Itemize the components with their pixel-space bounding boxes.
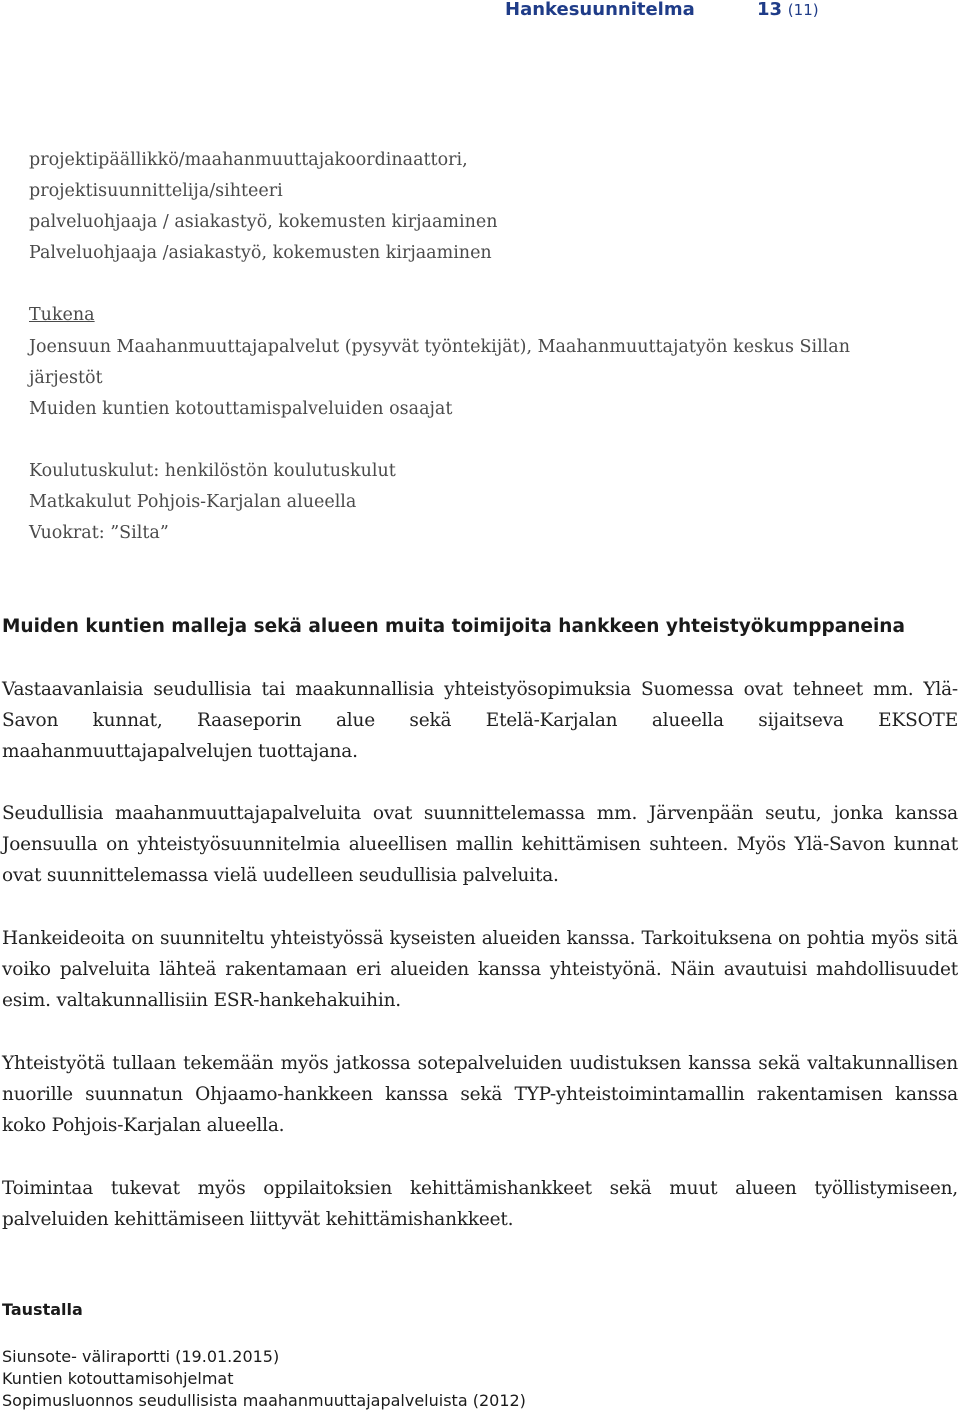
body-paragraph: Seudullisia maahanmuuttajapalveluita ovat suunnittelemassa mm. Järvenpään seutu, jonka kanssa Joensuulla on yhteistyösuunnitelmia alueellisen mallin kehittämisen suhteen. Myös Ylä-Savon kunnat ovat suunnittelemassa vielä uudelleen seudullisia palveluita. [2, 803, 958, 886]
support-title: Tukena [29, 305, 95, 325]
role-line: palveluohjaaja / asiakastyö, kokemusten kirjaaminen [29, 212, 498, 232]
body-paragraph: Hankeideoita on suunniteltu yhteistyössä kyseisten alueiden kanssa. Tarkoituksena on pohtia myös sitä voiko palveluita lähteä rakentamaan eri alueiden kanssa yhteistyönä. Näin avautuisi mahdollisuudet esim. valtakunnallisiin ESR-hankehakuihin. [2, 928, 958, 1011]
background-line: Kuntien kotouttamisohjelmat [2, 1369, 234, 1388]
page-number-current: 13 [757, 0, 783, 20]
body-paragraph: Yhteistyötä tullaan tekemään myös jatkossa sotepalveluiden uudistuksen kanssa sekä valtakunnallisen nuorille suunnatun Ohjaamo-hankkeen kanssa sekä TYP-yhteistoimintamallin rakentamisen kanssa koko Pohjois-Karjalan alueella. [2, 1053, 958, 1136]
document-title: Hankesuunnitelma [505, 0, 695, 20]
role-line: projektipäällikkö/maahanmuuttajakoordinaattori, [29, 150, 468, 170]
cost-line: Koulutuskulut: henkilöstön koulutuskulut [29, 461, 396, 481]
page-number [757, 0, 819, 20]
section-heading: Muiden kuntien malleja sekä alueen muita toimijoita hankkeen yhteistyökumppaneina [2, 616, 905, 637]
support-line: järjestöt [29, 368, 103, 388]
cost-line: Matkakulut Pohjois-Karjalan alueella [29, 492, 357, 512]
page-number-total: (11) [787, 1, 819, 19]
background-title: Taustalla [2, 1300, 83, 1319]
support-line: Joensuun Maahanmuuttajapalvelut (pysyvät työntekijät), Maahanmuuttajatyön keskus Sillan [29, 337, 850, 357]
body-paragraph: Vastaavanlaisia seudullisia tai maakunnallisia yhteistyösopimuksia Suomessa ovat tehneet mm. Ylä-Savon kunnat, Raaseporin alue sekä Etelä-Karjalan alueella sijaitseva EKSOTE maahanmuuttajapalvelujen tuottajana. [2, 679, 958, 762]
role-line: projektisuunnittelija/sihteeri [29, 181, 283, 201]
support-line: Muiden kuntien kotouttamispalveluiden osaajat [29, 399, 453, 419]
body-paragraph: Toimintaa tukevat myös oppilaitoksien kehittämishankkeet sekä muut alueen työllistymiseen, palveluiden kehittämiseen liittyvät kehittämishankkeet. [2, 1178, 958, 1230]
cost-line: Vuokrat: ”Silta” [29, 523, 169, 543]
page-header [0, 0, 960, 24]
background-line: Siunsote- väliraportti (19.01.2015) [2, 1347, 280, 1366]
background-line: Sopimusluonnos seudullisista maahanmuuttajapalveluista (2012) [2, 1391, 526, 1410]
role-line: Palveluohjaaja /asiakastyö, kokemusten kirjaaminen [29, 243, 492, 263]
